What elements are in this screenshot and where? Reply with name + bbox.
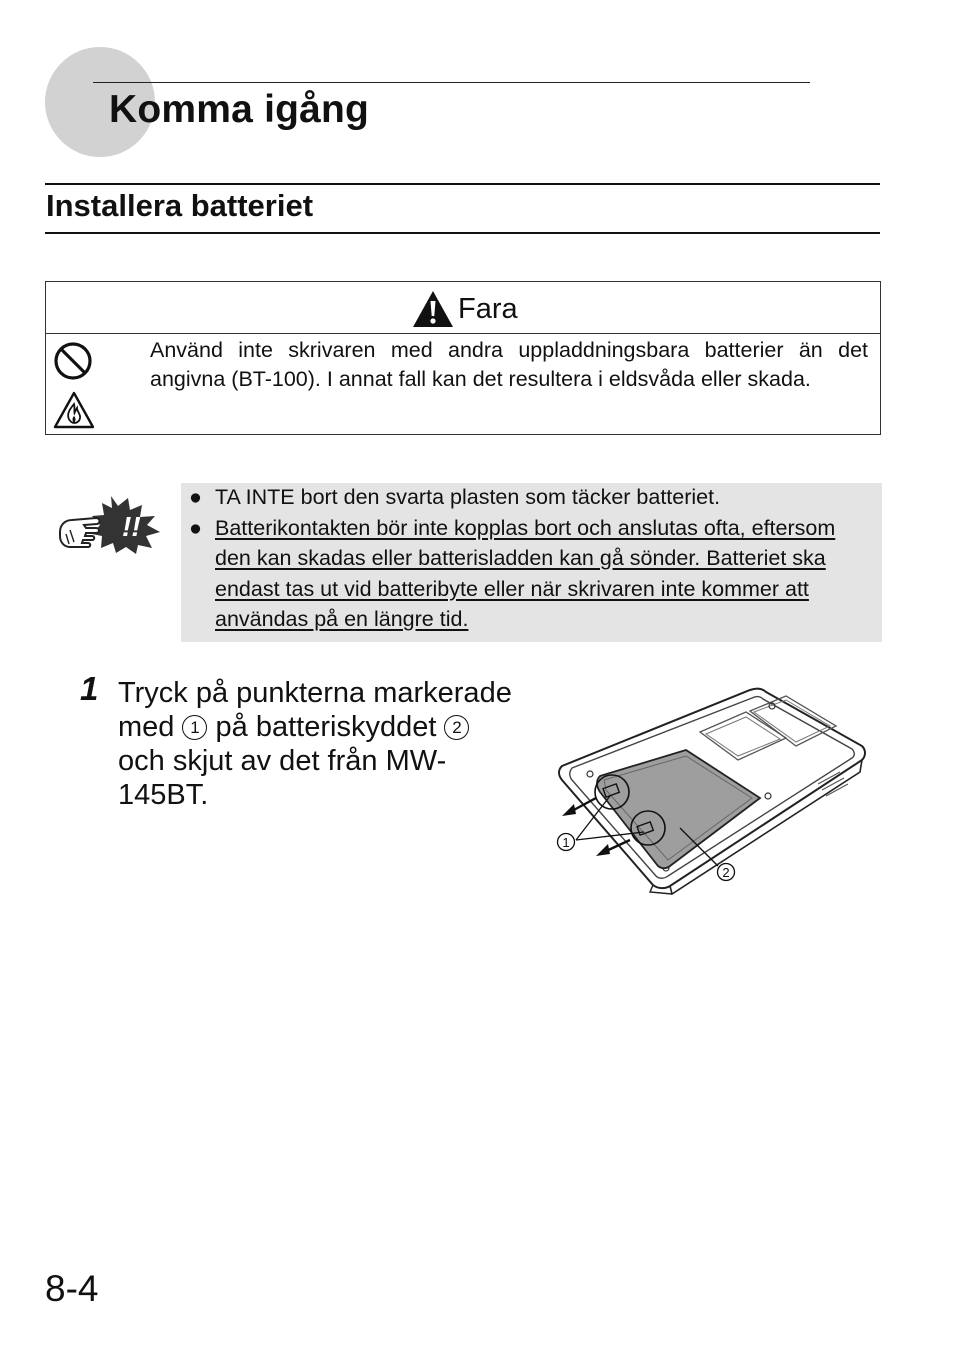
chapter-title: Komma igång bbox=[109, 88, 370, 131]
chapter-rule bbox=[93, 82, 810, 83]
note-item-text: Batterikontakten bör inte kopplas bort och anslutas ofta, eftersom den kan skadas eller batterisladden kan gå sönder. Batteriet ska endast tas ut vid batteribyte eller när skrivaren inte kommer att användas på en längre tid. bbox=[215, 515, 836, 631]
svg-text:!!: !! bbox=[122, 511, 141, 542]
callout-2: 2 bbox=[722, 865, 730, 880]
prohibition-icon bbox=[52, 340, 94, 382]
note-item-text: TA INTE bort den svarta plasten som täcker batteriet. bbox=[215, 485, 721, 509]
section-title: Installera batteriet bbox=[46, 188, 314, 223]
note-box bbox=[181, 483, 882, 642]
step-text-part: på batteriskyddet bbox=[207, 711, 445, 743]
callout-1: 1 bbox=[562, 835, 570, 850]
danger-header bbox=[46, 282, 880, 334]
step-number: 1 bbox=[80, 670, 99, 707]
step-marker-1: 1 bbox=[182, 715, 207, 740]
page-number: 8-4 bbox=[45, 1268, 99, 1309]
note-item bbox=[181, 513, 882, 635]
danger-box bbox=[45, 281, 881, 435]
step-marker-2: 2 bbox=[444, 715, 469, 740]
danger-label: Fara bbox=[458, 292, 518, 325]
note-list bbox=[181, 483, 882, 635]
step-text bbox=[118, 676, 518, 812]
bullet: ● bbox=[189, 485, 202, 509]
caution-hand-icon bbox=[56, 494, 162, 554]
fire-warning-icon bbox=[52, 390, 96, 430]
section-rule-top bbox=[45, 183, 880, 185]
warning-triangle-icon bbox=[411, 289, 455, 329]
danger-text: Använd inte skrivaren med andra uppladdningsbara batterier än det angivna (BT-100). I annat fall kan det resultera i eldsvåda eller skada. bbox=[150, 338, 868, 391]
bullet: ● bbox=[189, 515, 202, 540]
step-text-part: Tryck på punkterna markerade med bbox=[118, 677, 512, 743]
note-item bbox=[181, 482, 882, 513]
printer-battery-illustration bbox=[540, 680, 870, 895]
section-rule-bottom bbox=[45, 232, 880, 234]
step-text-part: och skjut av det från MW-145BT. bbox=[118, 745, 447, 811]
danger-icons bbox=[52, 340, 96, 430]
